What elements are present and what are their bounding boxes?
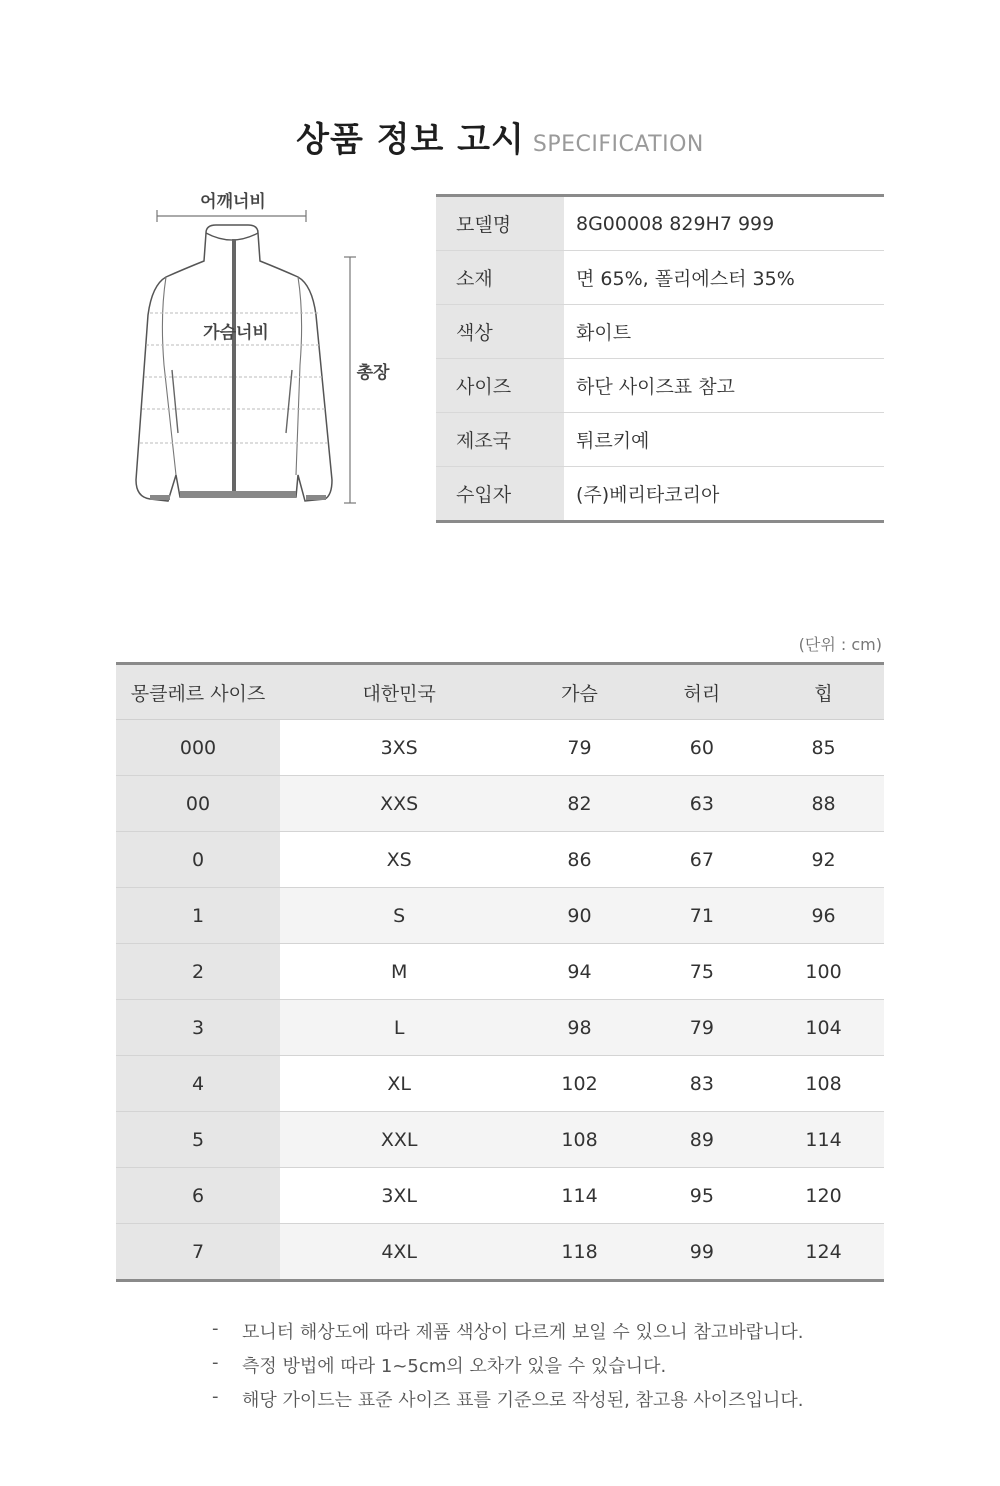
column-header: 허리 [641, 664, 763, 720]
table-row [116, 944, 884, 1000]
table-cell: 92 [763, 832, 884, 888]
table-cell: 114 [518, 1168, 640, 1224]
column-header: 힙 [763, 664, 884, 720]
jacket-diagram [120, 185, 410, 525]
table-row [116, 1056, 884, 1112]
unit-label: (단위 : cm) [798, 635, 882, 654]
note-text: 해당 가이드는 표준 사이즈 표를 기준으로 작성된, 참고용 사이즈입니다. [242, 1390, 804, 1411]
table-cell: 4 [116, 1056, 280, 1112]
table-cell: M [280, 944, 518, 1000]
spec-label-cell [436, 467, 564, 522]
table-cell: 83 [641, 1056, 763, 1112]
table-row [116, 832, 884, 888]
size-table [116, 662, 884, 1282]
table-cell: 1 [116, 888, 280, 944]
title-english: SPECIFICATION [532, 132, 704, 157]
table-cell: 86 [518, 832, 640, 888]
table-cell: XXS [280, 776, 518, 832]
table-cell: 104 [763, 1000, 884, 1056]
table-cell: 102 [518, 1056, 640, 1112]
spec-label: 사이즈 [456, 376, 512, 398]
note-text: 모니터 해상도에 따라 제품 색상이 다르게 보일 수 있으니 참고바랍니다. [242, 1322, 804, 1343]
table-cell: 60 [641, 720, 763, 776]
notes [212, 1318, 803, 1420]
table-cell: 108 [518, 1112, 640, 1168]
spec-table [436, 194, 884, 523]
table-cell: 82 [518, 776, 640, 832]
note-dash: - [212, 1386, 219, 1407]
table-cell: L [280, 1000, 518, 1056]
table-cell: 2 [116, 944, 280, 1000]
spec-value: 면 65%, 폴리에스터 35% [564, 251, 884, 305]
table-row [116, 1112, 884, 1168]
column-header: 대한민국 [280, 664, 518, 720]
table-cell: 75 [641, 944, 763, 1000]
table-cell: 88 [763, 776, 884, 832]
note-item [212, 1318, 803, 1352]
spec-label-cell [436, 305, 564, 359]
spec-label-cell [436, 196, 564, 251]
spec-row [436, 251, 884, 305]
table-cell: 94 [518, 944, 640, 1000]
table-cell: 85 [763, 720, 884, 776]
note-dash: - [212, 1352, 219, 1373]
spec-row [436, 305, 884, 359]
table-cell: 99 [641, 1224, 763, 1281]
table-cell: 3 [116, 1000, 280, 1056]
spec-label: 모델명 [456, 214, 512, 236]
column-header: 몽클레르 사이즈 [116, 664, 280, 720]
table-row [116, 776, 884, 832]
spec-row [436, 467, 884, 522]
table-cell: 118 [518, 1224, 640, 1281]
table-cell: 5 [116, 1112, 280, 1168]
spec-value: 튀르키예 [564, 413, 884, 467]
table-cell: 63 [641, 776, 763, 832]
table-cell: 90 [518, 888, 640, 944]
title-korean: 상품 정보 고시 [296, 120, 525, 160]
table-cell: 89 [641, 1112, 763, 1168]
note-item [212, 1352, 803, 1386]
spec-label-cell [436, 251, 564, 305]
table-cell: 67 [641, 832, 763, 888]
column-header: 가슴 [518, 664, 640, 720]
note-item [212, 1386, 803, 1420]
table-cell: 4XL [280, 1224, 518, 1281]
spec-row [436, 413, 884, 467]
table-cell: 120 [763, 1168, 884, 1224]
table-cell: 96 [763, 888, 884, 944]
table-cell: 7 [116, 1224, 280, 1281]
table-cell: 108 [763, 1056, 884, 1112]
table-cell: 114 [763, 1112, 884, 1168]
table-cell: 3XL [280, 1168, 518, 1224]
spec-row [436, 359, 884, 413]
table-cell: 79 [518, 720, 640, 776]
table-cell: XXL [280, 1112, 518, 1168]
note-text: 측정 방법에 따라 1~5cm의 오차가 있을 수 있습니다. [242, 1356, 667, 1377]
label-length: 총장 [356, 363, 390, 383]
table-cell: XS [280, 832, 518, 888]
table-row [116, 888, 884, 944]
spec-value: 하단 사이즈표 참고 [564, 359, 884, 413]
spec-label: 제조국 [456, 430, 512, 452]
note-dash: - [212, 1318, 219, 1339]
table-cell: 79 [641, 1000, 763, 1056]
table-row [116, 720, 884, 776]
table-cell: 0 [116, 832, 280, 888]
page-title [0, 112, 1000, 161]
table-row [116, 1000, 884, 1056]
table-row [116, 1168, 884, 1224]
table-cell: 100 [763, 944, 884, 1000]
spec-label-cell [436, 413, 564, 467]
table-row [116, 1224, 884, 1281]
label-chest: 가슴너비 [203, 323, 269, 343]
spec-value: 화이트 [564, 305, 884, 359]
table-cell: 00 [116, 776, 280, 832]
table-cell: S [280, 888, 518, 944]
spec-label-cell [436, 359, 564, 413]
spec-label: 소재 [456, 268, 493, 290]
spec-row [436, 196, 884, 251]
spec-label: 색상 [456, 322, 493, 344]
label-shoulder: 어깨너비 [200, 192, 266, 212]
table-cell: 000 [116, 720, 280, 776]
table-cell: 71 [641, 888, 763, 944]
table-cell: 124 [763, 1224, 884, 1281]
spec-value: (주)베리타코리아 [576, 484, 720, 506]
spec-value: 8G00008 829H7 999 [564, 196, 884, 251]
table-cell: 95 [641, 1168, 763, 1224]
table-cell: 98 [518, 1000, 640, 1056]
table-cell: XL [280, 1056, 518, 1112]
table-cell: 6 [116, 1168, 280, 1224]
spec-label: 수입자 [456, 484, 512, 506]
table-cell: 3XS [280, 720, 518, 776]
